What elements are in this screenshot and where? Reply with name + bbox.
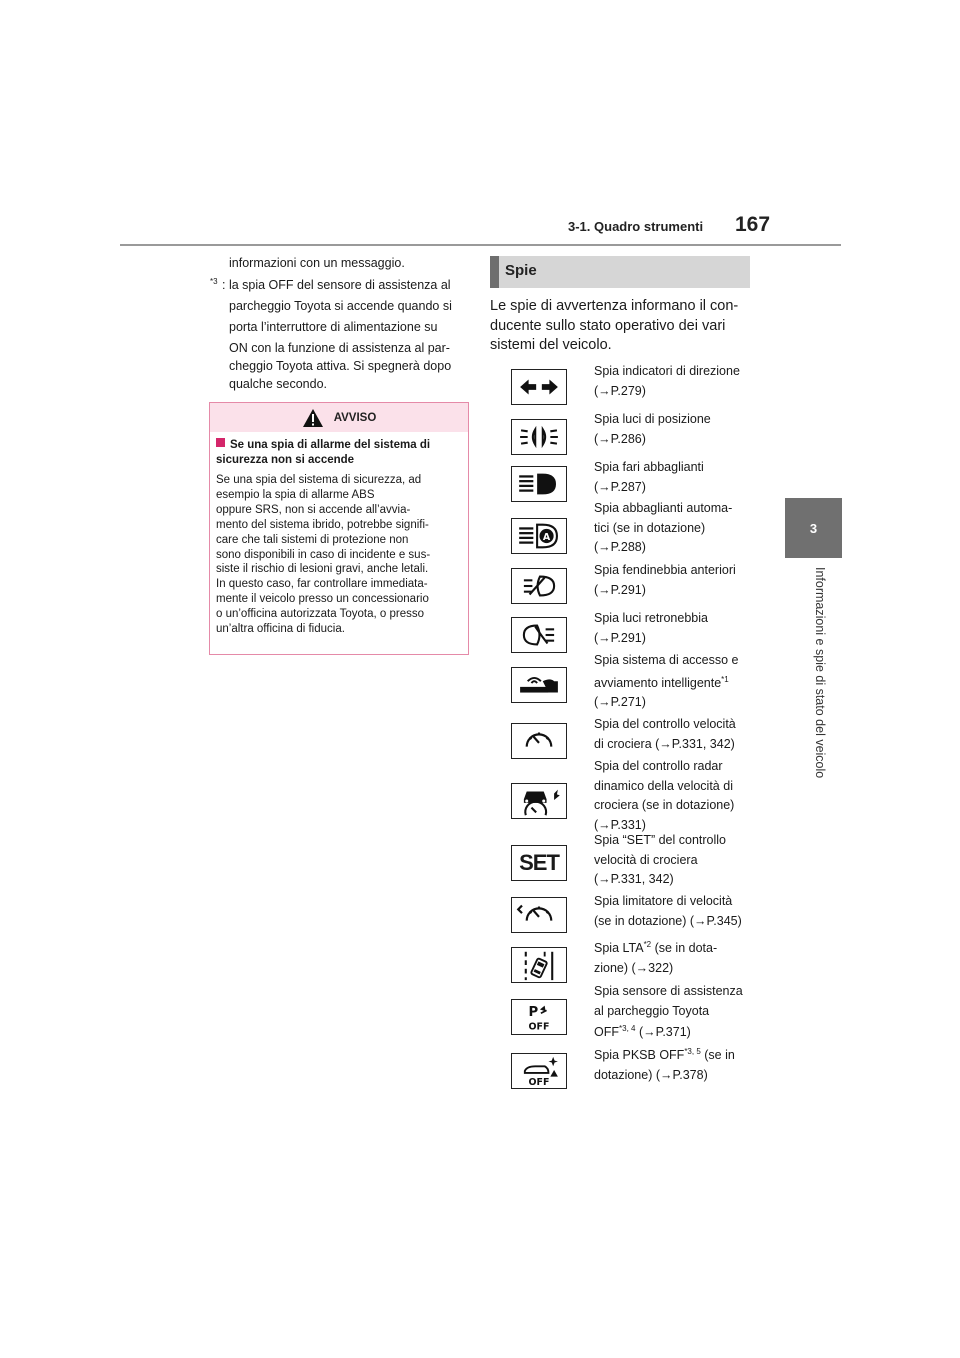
position-lights-icon <box>511 419 567 455</box>
warning-triangle-icon <box>302 408 324 428</box>
indicator-description: Spia luci retronebbia (→P.291) <box>594 611 708 645</box>
footnote-3-line: porta l’interruttore di alimentazione su <box>229 320 438 334</box>
chapter-tab: 3 <box>785 498 842 558</box>
indicator-description: Spia limitatore di velocità (se in dotazione) (→P.345) <box>594 894 742 928</box>
continued-paragraph: informazioni con un messaggio. <box>229 256 405 270</box>
svg-text:A: A <box>542 531 551 543</box>
footnote-3-line: parcheggio Toyota si accende quando si <box>229 299 452 313</box>
smart-key-icon <box>511 667 567 703</box>
warning-header <box>210 403 468 432</box>
section-heading-bar <box>490 256 750 288</box>
indicator-description: Spia LTA$^{*2}$ (se in dota- zione) (→322) <box>594 939 718 975</box>
chapter-title: Informazioni e spie di stato del veicolo <box>813 567 827 779</box>
svg-text:P: P <box>528 1005 539 1021</box>
intro-paragraph: Le spie di avvertenza informano il con- ducente sullo stato operativo dei vari sistemi del veicolo. <box>490 298 739 353</box>
footnote-3-line: cheggio Toyota attiva. Si spegnerà dopo <box>229 359 452 373</box>
page-number: 167 <box>735 213 771 236</box>
section-heading: Spie <box>505 262 537 279</box>
footnote-3-line: : la spia OFF del sensore di assistenza al <box>222 278 451 292</box>
warning-title: Se una spia di allarme del sistema di sicurezza non si accende <box>216 439 431 466</box>
pksb-off-icon <box>511 1053 567 1089</box>
footnote-marker: *3 <box>210 277 218 286</box>
indicator-description: Spia fari abbaglianti (→P.287) <box>594 460 704 494</box>
bullet-square-icon <box>216 438 225 447</box>
svg-text:OFF: OFF <box>528 1077 550 1088</box>
turn-signal-icon <box>511 369 567 405</box>
warning-label: AVVISO <box>333 411 377 424</box>
warning-box <box>209 402 469 655</box>
indicator-description: Spia del controllo radar dinamico della velocità di crociera (se in dotazione) (→P.331) <box>594 759 735 832</box>
parking-assist-off-icon <box>511 999 567 1035</box>
rear-fog-icon <box>511 617 567 653</box>
footnote-3-line: qualche secondo. <box>229 377 327 391</box>
lta-icon <box>511 947 567 983</box>
indicator-description: Spia sensore di assistenza al parcheggio Toyota OFF$^{*3, 4}$ (→P.371) <box>594 984 743 1039</box>
high-beam-icon <box>511 466 567 502</box>
indicator-description: Spia abbaglianti automa- tici (se in dotazione) (→P.288) <box>594 501 733 554</box>
indicator-description: Spia del controllo velocità di crociera (→P.331, 342) <box>594 717 736 751</box>
front-fog-icon <box>511 568 567 604</box>
svg-text:OFF: OFF <box>528 1021 550 1033</box>
radar-cruise-icon <box>511 783 567 819</box>
indicator-description: Spia luci di posizione (→P.286) <box>594 412 711 446</box>
auto-high-beam-icon <box>511 518 567 554</box>
indicator-description: Spia PKSB OFF$^{*3, 5}$ (se in dotazione) (→P.378) <box>594 1046 735 1082</box>
warning-body: Se una spia del sistema di sicurezza, ad esempio la spia di allarme ABS oppure SRS, non si accende all’avvia- mento del sistema ibrido, potrebbe signifi- care che tali sistemi di protezione non sono disponibili in caso di incidente e sus- siste il rischio di lesioni gravi, anche letali. In questo caso, far controllare immediata- mente il veicolo presso un concessionario o un’officina autorizzata Toyota, o presso un’altra officina di fiducia. <box>216 474 431 636</box>
header-divider <box>120 244 841 246</box>
set-icon: SET <box>511 845 567 881</box>
footnote-3-line: ON con la funzione di assistenza al par- <box>229 341 450 355</box>
cruise-control-icon <box>511 723 567 759</box>
indicator-description: Spia fendinebbia anteriori (→P.291) <box>594 563 736 597</box>
indicator-description: Spia “SET” del controllo velocità di crociera (→P.331, 342) <box>594 833 727 886</box>
section-title: 3-1. Quadro strumenti <box>568 219 704 234</box>
indicator-description: Spia indicatori di direzione (→P.279) <box>594 364 740 398</box>
speed-limiter-icon <box>511 897 567 933</box>
indicator-description: Spia sistema di accesso e avviamento intelligente$^{*1}$ (→P.271) <box>594 653 739 709</box>
